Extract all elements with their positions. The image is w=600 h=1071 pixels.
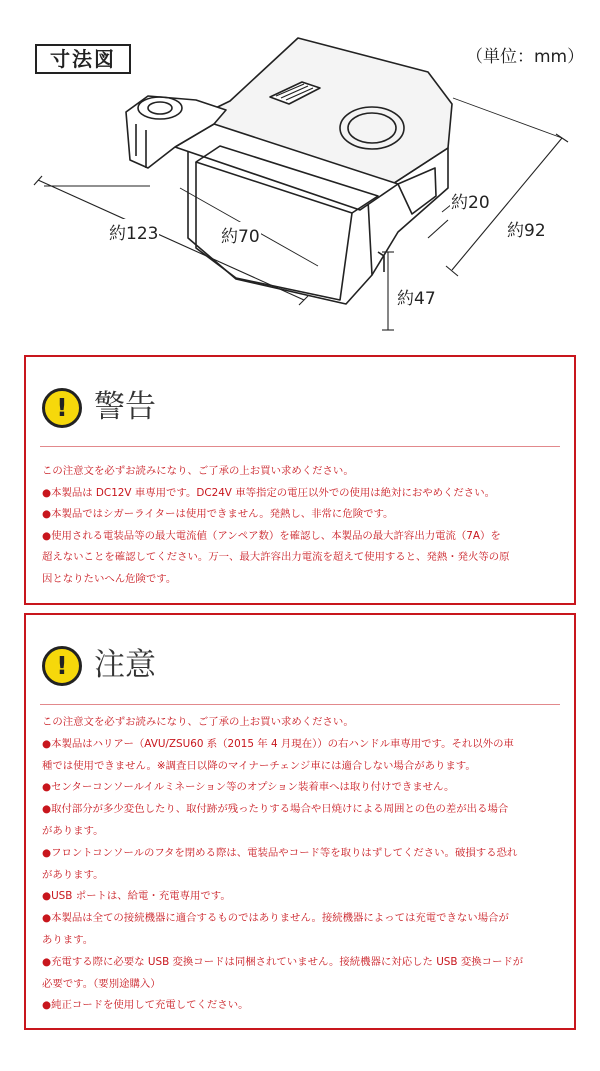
caution-line: ●充電する際に必要な USB 変換コードは同梱されていません。接続機器に対応した USB 変換コードが [42,955,524,968]
caution-line: 種では使用できません。※調査日以降のマイナーチェンジ車には適合しない場合があります。 [42,759,476,772]
caution-box [24,613,576,1030]
unit-label: （単位：mm） [466,47,585,67]
warning-line: この注意文を必ずお読みになり、ご了承の上お買い求めください。 [42,465,354,477]
warning-line: ●本製品は DC12V 車専用です。DC24V 車等指定の電圧以外での使用は絶対におやめください。 [42,486,495,499]
warning-header [26,357,574,447]
width-dimension-label: 約123 [108,219,159,244]
exclamation-icon: ! [42,388,82,428]
caution-line: ●純正コードを使用して充電してください。 [42,999,249,1012]
caution-line: 必要です。（要別途購入） [42,977,161,990]
warning-line: 超えないことを確認してください。万一、最大許容出力電流を超えて使用すると、発熱・発火等の原 [42,551,510,564]
warning-line: 因となりたいへん危険です。 [42,572,177,585]
caution-line: ●取付部分が多少変色したり、取付跡が残ったりする場合や日焼けによる周囲との色の差が出る場合 [42,803,509,816]
dimension-diagram-section [0,0,600,345]
warning-title: 警告 [94,389,156,425]
caution-line: ●本製品はハリアー（AVU/ZSU60 系（2015 年 4 月現在））の右ハンドル車専用です。それ以外の車 [42,737,514,750]
divider [40,704,560,705]
warning-line: ●使用される電装品等の最大電流値（アンペア数）を確認し、本製品の最大許容出力電流（7A）を [42,529,501,542]
warning-text [42,461,562,591]
depth-dimension-label: 約70 [220,222,261,247]
warning-box [24,355,576,605]
offset-dimension-label: 約20 [450,188,491,213]
caution-line: があります。 [42,824,104,837]
caution-line: ●本製品は全ての接続機器に適合するものではありません。接続機器によっては充電できない場合が [42,912,509,925]
caution-line: ●フロントコンソールのフタを閉める際は、電装品やコード等を取りはずしてください。破損する恐れ [42,846,518,859]
divider [40,446,560,447]
caution-line: この注意文を必ずお読みになり、ご了承の上お買い求めください。 [42,716,354,728]
exclamation-icon: ! [42,646,82,686]
caution-line: あります。 [42,933,94,946]
warning-line: ●本製品ではシガーライターは使用できません。発熱し、非常に危険です。 [42,508,394,521]
caution-line: ●USB ポートは、給電・充電専用です。 [42,890,231,903]
height-dimension-label: 約47 [396,284,437,309]
caution-line: があります。 [42,868,104,881]
caution-title: 注意 [94,647,156,683]
caution-line: ●センターコンソールイルミネーション等のオプション装着車へは取り付けできません。 [42,781,455,794]
caution-text [42,712,562,1017]
caution-header [26,615,574,705]
dimensions-title: 寸法図 [35,44,131,74]
length-dimension-label: 約92 [506,216,547,241]
